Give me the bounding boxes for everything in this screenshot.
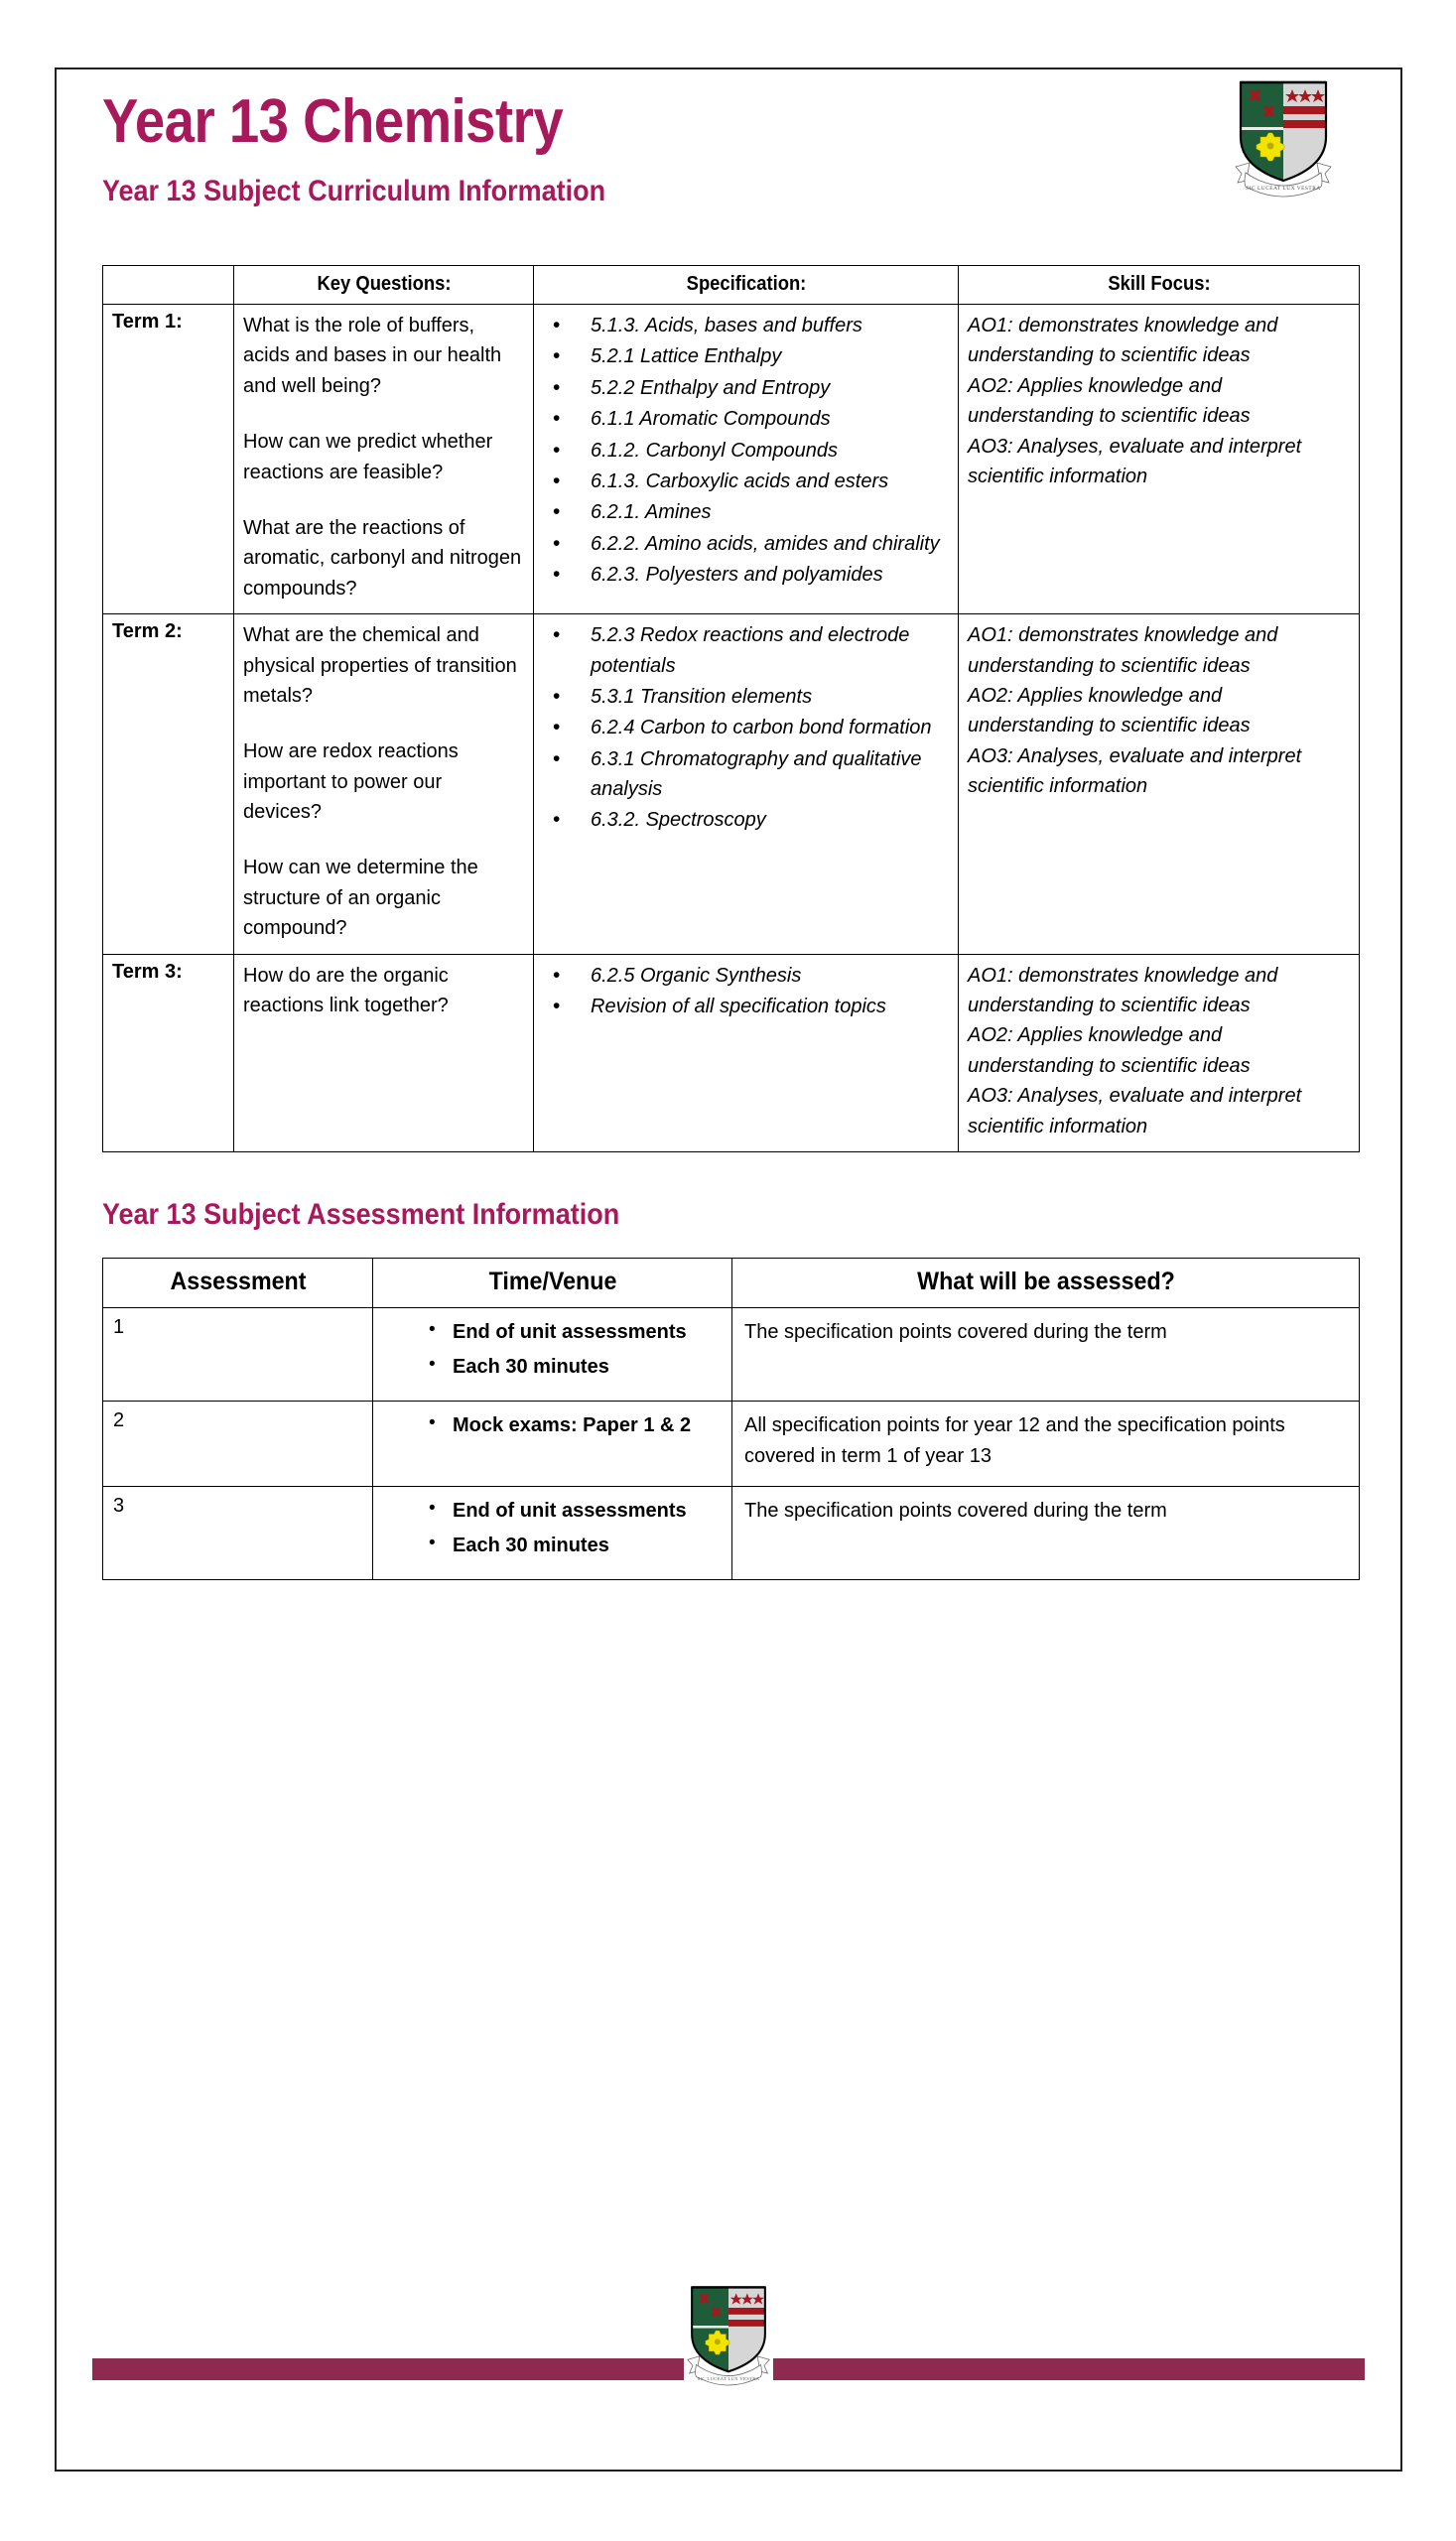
col-header-term <box>108 266 228 305</box>
curriculum-table <box>102 265 1360 1152</box>
key-question: How can we predict whether reactions are feasible? <box>243 431 493 483</box>
col-header-specification: Specification: <box>551 266 942 305</box>
list-item: • 6.2.4 Carbon to carbon bond formation <box>543 713 949 742</box>
specification-list <box>543 961 949 1022</box>
list-item: • 5.2.3 Redox reactions and electrode potentials <box>543 620 949 681</box>
skill-focus-item: AO2: Applies knowledge and understanding to scientific ideas <box>968 684 1251 737</box>
assessment-section-title: Year 13 Subject Assessment Information <box>102 1197 620 1231</box>
term-cell <box>103 954 234 1151</box>
document-header <box>57 69 1400 243</box>
term-cell <box>103 305 234 614</box>
crest-icon <box>681 2279 776 2396</box>
footer-rule-left <box>92 2358 684 2380</box>
footer-rule-right <box>773 2358 1365 2380</box>
table-row <box>103 614 1360 955</box>
list-item: • 6.3.1 Chromatography and qualitative analysis <box>543 744 949 805</box>
specification-list <box>543 311 949 591</box>
time-venue-list <box>379 1496 726 1560</box>
list-item: • End of unit assessments <box>379 1317 726 1347</box>
specification-cell <box>534 614 959 955</box>
table-row <box>103 1307 1360 1401</box>
list-item: • End of unit assessments <box>379 1496 726 1526</box>
list-item: • Each 30 minutes <box>379 1352 726 1382</box>
table-row <box>103 1486 1360 1579</box>
curriculum-header-row <box>103 266 1360 305</box>
key-question: How do are the organic reactions link together? <box>243 964 449 1017</box>
key-questions-cell <box>234 614 534 955</box>
key-question: What are the chemical and physical properties of transition metals? <box>243 624 517 707</box>
list-item: • 6.1.2. Carbonyl Compounds <box>543 436 949 466</box>
assessment-description: The specification points covered during the term <box>732 1307 1360 1401</box>
assessment-description: All specification points for year 12 and the specification points covered in term 1 of year 13 <box>732 1401 1360 1486</box>
list-item: • Each 30 minutes <box>379 1531 726 1560</box>
key-questions-cell <box>234 954 534 1151</box>
crest-icon <box>1228 75 1339 206</box>
table-row <box>103 954 1360 1151</box>
skill-focus-cell <box>959 954 1360 1151</box>
col-header-what-assessed: What will be assessed? <box>754 1258 1338 1307</box>
table-row <box>103 305 1360 614</box>
school-crest-footer <box>681 2279 776 2396</box>
list-item: • 5.1.3. Acids, bases and buffers <box>543 311 949 340</box>
assessment-time-venue <box>373 1486 732 1579</box>
school-crest-header <box>1228 75 1339 206</box>
crest-motto-text: SIC LUCEAT LUX VESTRA <box>697 2375 760 2381</box>
key-questions-cell <box>234 305 534 614</box>
list-item: • Revision of all specification topics <box>543 992 949 1021</box>
list-item: • Mock exams: Paper 1 & 2 <box>379 1410 726 1440</box>
assessment-description: The specification points covered during the term <box>732 1486 1360 1579</box>
list-item: • 5.2.1 Lattice Enthalpy <box>543 341 949 371</box>
skill-focus-item: AO3: Analyses, evaluate and interpret scientific information <box>968 1085 1302 1137</box>
assessment-number: 3 <box>103 1486 373 1579</box>
assessment-time-venue <box>373 1401 732 1486</box>
assessment-number: 2 <box>103 1401 373 1486</box>
list-item: • 5.2.2 Enthalpy and Entropy <box>543 373 949 403</box>
page-title: Year 13 Chemistry <box>102 87 564 156</box>
list-item: • 6.2.2. Amino acids, amides and chirality <box>543 529 949 559</box>
list-item: • 6.2.1. Amines <box>543 497 949 527</box>
crest-motto-text: SIC LUCEAT LUX VESTRA <box>1246 186 1321 192</box>
specification-cell <box>534 305 959 614</box>
document-footer <box>57 2263 1400 2412</box>
col-header-assessment: Assessment <box>112 1258 363 1307</box>
key-question: What is the role of buffers, acids and bases in our health and well being? <box>243 315 502 397</box>
time-venue-list <box>379 1410 726 1440</box>
col-header-key-questions: Key Questions: <box>246 266 522 305</box>
specification-list <box>543 620 949 836</box>
time-venue-list <box>379 1317 726 1382</box>
list-item: • 6.1.3. Carboxylic acids and esters <box>543 467 949 496</box>
page-subtitle: Year 13 Subject Curriculum Information <box>102 175 606 207</box>
key-question: How are redox reactions important to power our devices? <box>243 740 459 824</box>
assessment-number: 1 <box>103 1307 373 1401</box>
term-label: Term 2: <box>112 620 183 643</box>
list-item: • 6.1.1 Aromatic Compounds <box>543 404 949 434</box>
list-item: • 6.2.3. Polyesters and polyamides <box>543 560 949 590</box>
skill-focus-item: AO2: Applies knowledge and understanding to scientific ideas <box>968 374 1251 428</box>
specification-cell <box>534 954 959 1151</box>
skill-focus-item: AO1: demonstrates knowledge and understanding to scientific ideas <box>968 624 1278 677</box>
list-item: • 6.2.5 Organic Synthesis <box>543 961 949 991</box>
skill-focus-item: AO3: Analyses, evaluate and interpret scientific information <box>968 435 1302 487</box>
skill-focus-cell <box>959 614 1360 955</box>
assessment-table-wrapper <box>57 1258 1400 1580</box>
skill-focus-cell <box>959 305 1360 614</box>
curriculum-table-wrapper <box>57 265 1400 1152</box>
assessment-time-venue <box>373 1307 732 1401</box>
list-item: • 5.3.1 Transition elements <box>543 682 949 712</box>
skill-focus-item: AO3: Analyses, evaluate and interpret scientific information <box>968 744 1302 798</box>
document-page <box>55 67 1402 2472</box>
col-header-time-venue: Time/Venue <box>385 1258 720 1307</box>
key-question: How can we determine the structure of an organic compound? <box>243 857 478 940</box>
term-label: Term 1: <box>112 311 183 333</box>
assessment-header-row <box>103 1258 1360 1307</box>
skill-focus-item: AO1: demonstrates knowledge and understanding to scientific ideas <box>968 964 1278 1017</box>
key-question: What are the reactions of aromatic, carbonyl and nitrogen compounds? <box>243 516 522 600</box>
assessment-table <box>102 1258 1360 1580</box>
skill-focus-item: AO2: Applies knowledge and understanding to scientific ideas <box>968 1024 1251 1077</box>
table-row <box>103 1401 1360 1486</box>
list-item: • 6.3.2. Spectroscopy <box>543 805 949 835</box>
skill-focus-item: AO1: demonstrates knowledge and understanding to scientific ideas <box>968 315 1278 367</box>
col-header-skill-focus: Skill Focus: <box>975 266 1344 305</box>
term-label: Term 3: <box>112 960 183 983</box>
term-cell <box>103 614 234 955</box>
